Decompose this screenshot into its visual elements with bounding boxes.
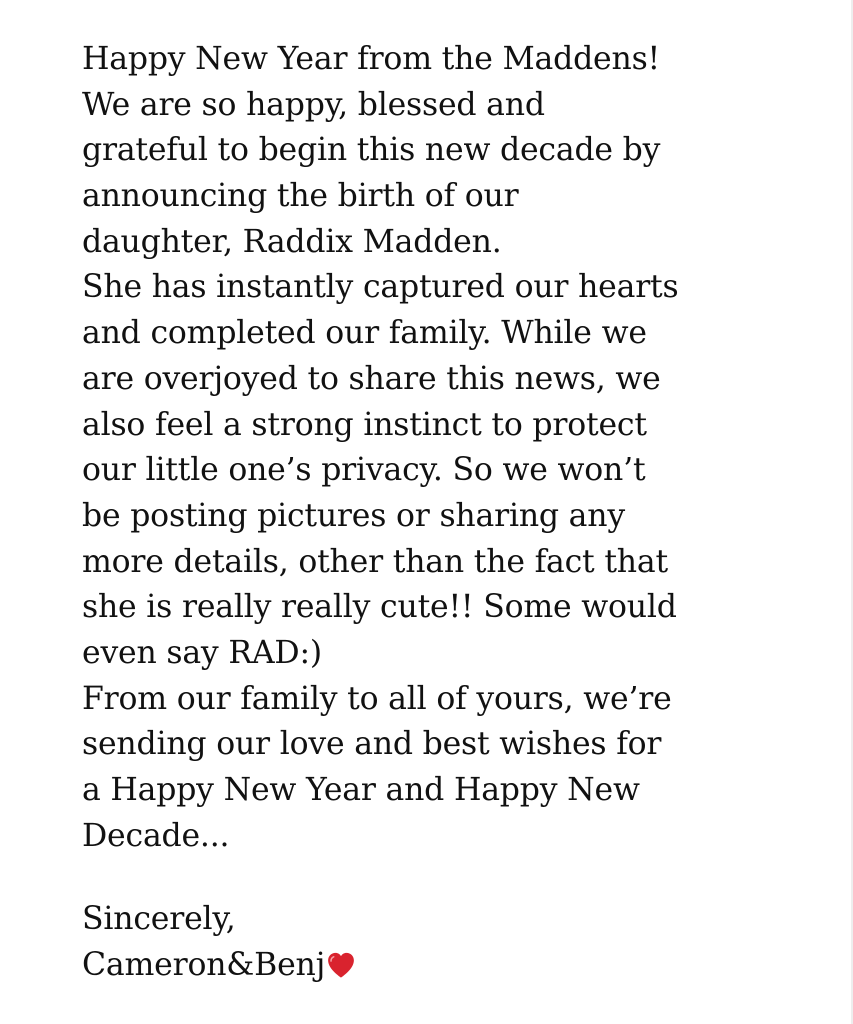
- letter-line: our little one’s privacy. So we won’t: [82, 452, 646, 489]
- letter-line: daughter, Raddix Madden.: [82, 223, 502, 260]
- letter-signature-line: [82, 943, 762, 989]
- letter-line: She has instantly captured our hearts: [82, 269, 679, 306]
- letter-line: she is really really cute!! Some would: [82, 589, 677, 626]
- paragraph-spacer: [82, 859, 762, 897]
- letter-line: and completed our family. While we: [82, 315, 647, 352]
- letter-line: are overjoyed to share this news, we: [82, 360, 661, 397]
- letter-signature: Cameron&Benj: [82, 947, 326, 984]
- letter-line: Happy New Year from the Maddens!: [82, 41, 660, 77]
- letter-line: We are so happy, blessed and: [82, 86, 545, 123]
- red-heart-icon: [326, 951, 356, 979]
- announcement-letter: [82, 37, 762, 989]
- letter-line: Decade...: [82, 817, 230, 854]
- letter-line: grateful to begin this new decade by: [82, 132, 661, 169]
- letter-line: a Happy New Year and Happy New: [82, 772, 640, 808]
- letter-line: also feel a strong instinct to protect: [82, 406, 647, 443]
- letter-line: more details, other than the fact that: [82, 543, 668, 580]
- letter-line: From our family to all of yours, we’re: [82, 680, 672, 717]
- letter-line: be posting pictures or sharing any: [82, 497, 625, 534]
- letter-line: announcing the birth of our: [82, 178, 519, 215]
- letter-closing: Sincerely,: [82, 901, 236, 938]
- letter-line: even say RAD:): [82, 634, 322, 671]
- letter-line: sending our love and best wishes for: [82, 726, 662, 763]
